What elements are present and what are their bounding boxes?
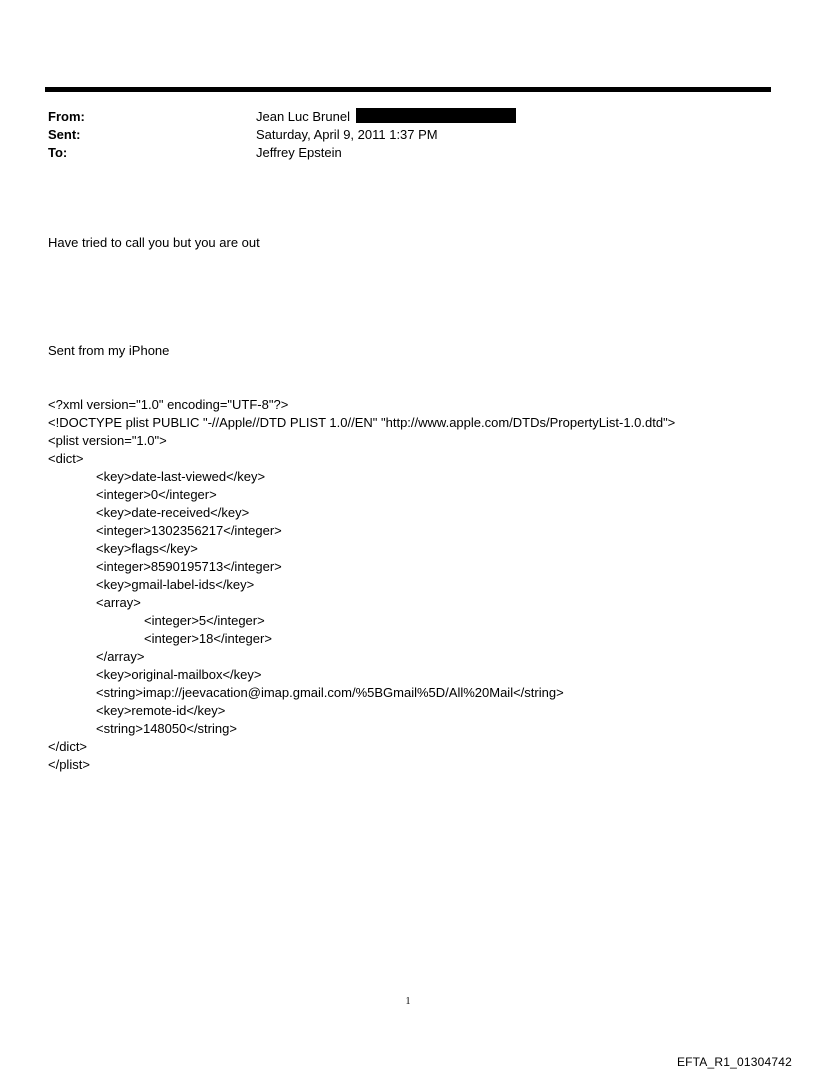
from-row: [48, 108, 768, 126]
from-value: [256, 108, 516, 126]
plist-line: <integer>8590195713</integer>: [96, 559, 282, 574]
to-row: [48, 144, 768, 162]
header-divider: [45, 87, 771, 92]
page-number: 1: [405, 996, 411, 1007]
plist-line: </plist>: [48, 757, 90, 772]
blank-line: [48, 288, 788, 306]
to-value: Jeffrey Epstein: [256, 145, 342, 160]
sender-name: Jean Luc Brunel: [256, 109, 350, 124]
plist-line: <integer>18</integer>: [144, 631, 272, 646]
sent-value: Saturday, April 9, 2011 1:37 PM: [256, 127, 438, 142]
email-body: [48, 198, 788, 792]
plist-block: [48, 396, 788, 774]
plist-line: <integer>5</integer>: [144, 613, 265, 628]
plist-line: <string>imap://jeevacation@imap.gmail.com/%5BGmail%5D/All%20Mail</string>: [96, 685, 564, 700]
plist-line: <integer>1302356217</integer>: [96, 523, 282, 538]
redaction-block: [356, 108, 516, 123]
plist-line: <!DOCTYPE plist PUBLIC "-//Apple//DTD PLIST 1.0//EN" "http://www.apple.com/DTDs/PropertyList-1.0.dtd">: [48, 415, 676, 430]
plist-line: <key>original-mailbox</key>: [96, 667, 262, 682]
sent-row: [48, 126, 768, 144]
plist-line: <string>148050</string>: [96, 721, 237, 736]
plist-line: <key>gmail-label-ids</key>: [96, 577, 255, 592]
plist-line: <dict>: [48, 451, 84, 466]
plist-line: <key>date-last-viewed</key>: [96, 469, 266, 484]
from-label: From:: [48, 109, 85, 124]
document-id: EFTA_R1_01304742: [676, 1055, 792, 1069]
email-header: [48, 108, 768, 162]
plist-line: <plist version="1.0">: [48, 433, 167, 448]
message-text: Have tried to call you but you are out: [48, 235, 260, 250]
to-label: To:: [48, 145, 68, 160]
plist-line: <key>flags</key>: [96, 541, 198, 556]
plist-line: <key>date-received</key>: [96, 505, 250, 520]
plist-line: </array>: [96, 649, 145, 664]
plist-line: <integer>0</integer>: [96, 487, 217, 502]
signature-text: Sent from my iPhone: [48, 343, 170, 358]
plist-line: </dict>: [48, 739, 88, 754]
sent-label: Sent:: [48, 127, 81, 142]
plist-line: <key>remote-id</key>: [96, 703, 226, 718]
plist-line: <?xml version="1.0" encoding="UTF-8"?>: [48, 397, 289, 412]
plist-line: <array>: [96, 595, 141, 610]
